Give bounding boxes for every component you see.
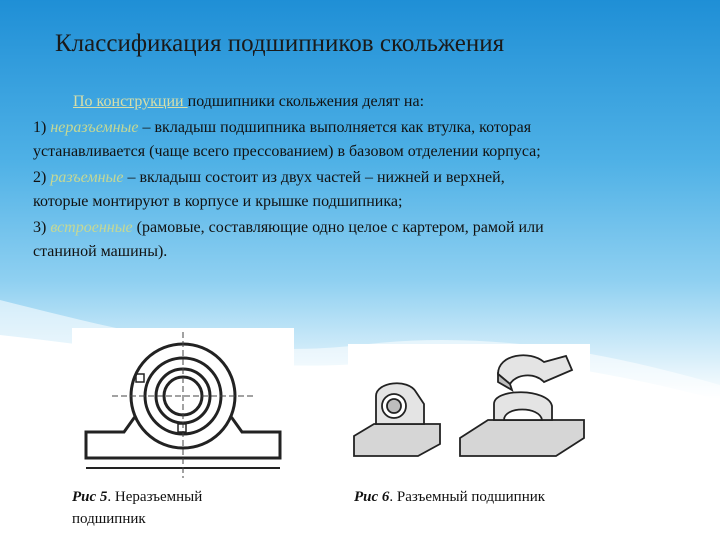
figure-split-bearing [348,344,590,466]
item-term: разъемные [50,169,124,186]
item-term: встроенные [50,219,133,236]
intro-rest: подшипники скольжения делят на: [187,93,425,110]
figure-6-text: . Разъемный подшипник [389,489,546,505]
split-bearing-drawing [348,344,590,466]
figure-6-caption [354,486,654,508]
figure-6-label: Рис 6 [354,489,390,505]
slide-title: Классификация подшипников скольжения [55,30,505,57]
list-item [33,166,553,214]
figure-5-label: Рис 5 [72,489,108,505]
item-text: – вкладыш подшипника выполняется как втулка, которая устанавливается (чаще всего прессованием) в базовом отделении корпуса; [33,119,541,160]
item-text: (рамовые, составляющие одно целое с картером, рамой или станиной машины). [33,219,544,260]
item-text: – вкладыш состоит из двух частей – нижней и верхней, которые монтируют в корпусе и крышке подшипника; [33,169,505,210]
list-item [33,116,553,164]
figure-non-split-bearing [72,328,294,490]
intro-lead: По конструкции [73,93,188,110]
figure-5-caption [72,486,272,530]
intro-line [33,90,553,114]
item-number: 2) [33,169,47,186]
body-text [33,90,553,264]
item-number: 1) [33,119,47,136]
figure-5-text: . Неразъемный подшипник [72,489,203,527]
item-number: 3) [33,219,47,236]
non-split-bearing-drawing [72,328,294,490]
list-item [33,216,553,264]
item-term: неразъемные [50,119,139,136]
